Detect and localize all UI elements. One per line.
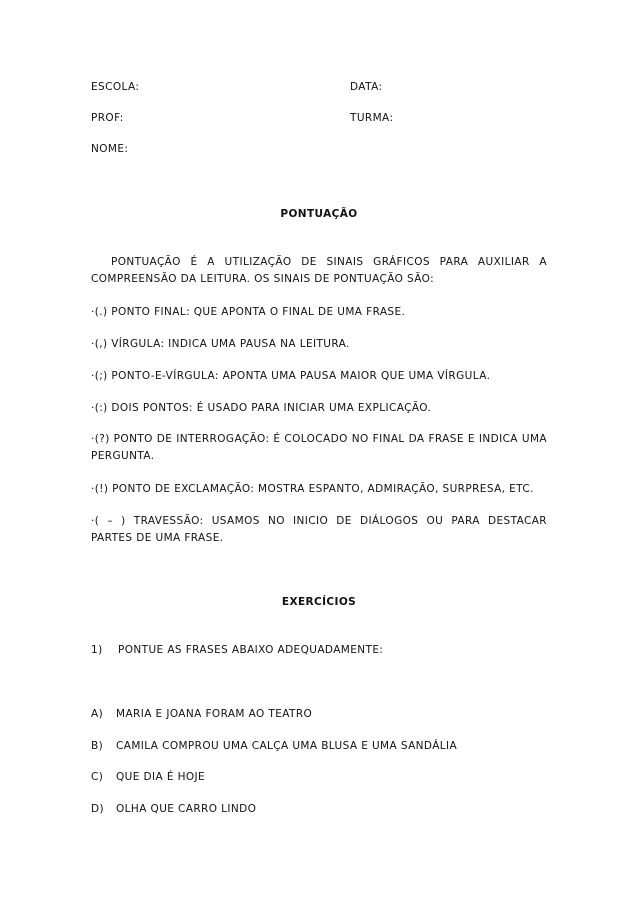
item-text-c: QUE DIA É HOJE	[116, 771, 206, 783]
exercises-title: EXERCÍCIOS	[281, 596, 357, 608]
escola-label: ESCOLA:	[91, 81, 140, 93]
nome-label: NOME:	[91, 143, 129, 155]
turma-label: TURMA:	[350, 112, 394, 124]
item-text-b: CAMILA COMPROU UMA CALÇA UMA BLUSA E UMA SANDÁLIA	[116, 740, 458, 752]
sign-travessao-line-2: PARTES DE UMA FRASE.	[91, 532, 224, 544]
item-text-a: MARIA E JOANA FORAM AO TEATRO	[116, 708, 313, 720]
sign-ponto-final: ·(.) PONTO FINAL: QUE APONTA O FINAL DE UMA FRASE.	[91, 306, 406, 318]
sign-exclamacao: ·(!) PONTO DE EXCLAMAÇÃO: MOSTRA ESPANTO, ADMIRAÇÃO, SURPRESA, ETC.	[91, 483, 534, 495]
sign-interrogacao-line-2: PERGUNTA.	[91, 450, 155, 462]
sign-travessao-line-1: ·( – ) TRAVESSÃO: USAMOS NO INICIO DE DIÁLOGOS OU PARA DESTACAR	[91, 515, 547, 527]
sign-ponto-e-virgula: ·(;) PONTO-E-VÍRGULA: APONTA UMA PAUSA MAIOR QUE UMA VÍRGULA.	[91, 370, 491, 382]
item-letter-b: B)	[91, 740, 104, 752]
section-title: PONTUAÇÃO	[280, 208, 358, 220]
item-letter-c: C)	[91, 771, 104, 783]
sign-dois-pontos: ·(:) DOIS PONTOS: É USADO PARA INICIAR UMA EXPLICAÇÃO.	[91, 402, 432, 414]
sign-virgula: ·(,) VÍRGULA: INDICA UMA PAUSA NA LEITURA.	[91, 338, 350, 350]
question-text: PONTUE AS FRASES ABAIXO ADEQUADAMENTE:	[118, 644, 384, 656]
question-number: 1)	[91, 644, 103, 656]
item-letter-a: A)	[91, 708, 104, 720]
item-letter-d: D)	[91, 803, 104, 815]
sign-interrogacao-line-1: ·(?) PONTO DE INTERROGAÇÃO: É COLOCADO NO FINAL DA FRASE E INDICA UMA	[91, 433, 547, 445]
prof-label: PROF:	[91, 112, 124, 124]
item-text-d: OLHA QUE CARRO LINDO	[116, 803, 257, 815]
intro-line-1: PONTUAÇÃO É A UTILIZAÇÃO DE SINAIS GRÁFICOS PARA AUXILIAR A	[111, 256, 547, 268]
intro-line-2: COMPREENSÃO DA LEITURA. OS SINAIS DE PONTUAÇÃO SÃO:	[91, 273, 435, 285]
data-label: DATA:	[350, 81, 383, 93]
